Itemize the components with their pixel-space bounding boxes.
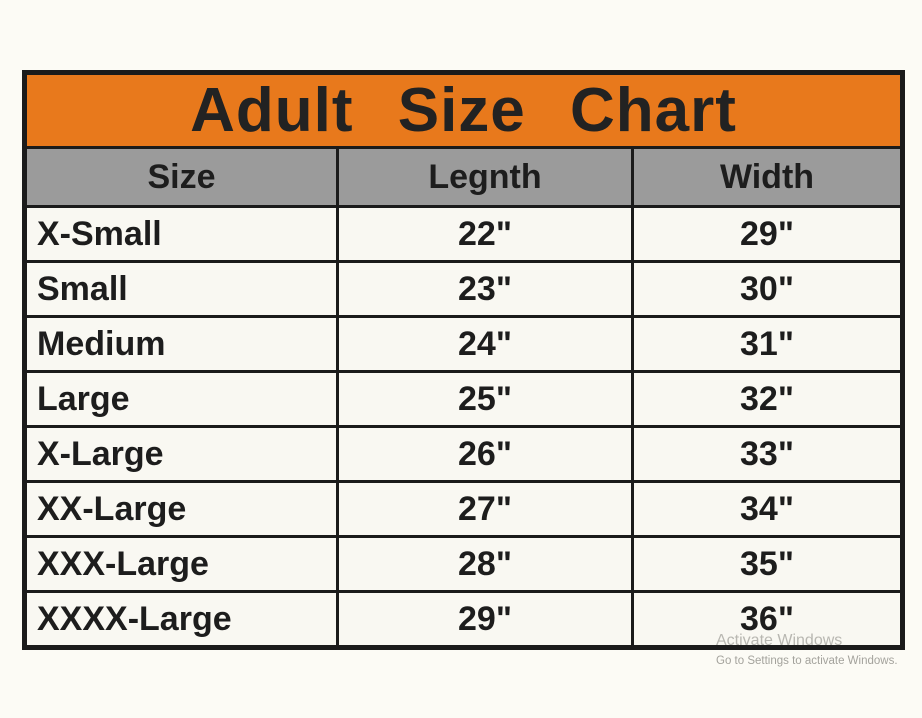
table-row bbox=[25, 592, 903, 648]
size-cell: Large bbox=[25, 372, 338, 427]
table-row bbox=[25, 427, 903, 482]
column-header-length: Legnth bbox=[338, 148, 633, 207]
width-cell: 30" bbox=[633, 262, 903, 317]
width-cell: 31" bbox=[633, 317, 903, 372]
title-row bbox=[25, 73, 903, 148]
size-cell: Small bbox=[25, 262, 338, 317]
adult-size-chart-table bbox=[22, 70, 905, 650]
table-row bbox=[25, 207, 903, 262]
column-header-size: Size bbox=[25, 148, 338, 207]
table-row bbox=[25, 262, 903, 317]
table-row bbox=[25, 482, 903, 537]
table-row bbox=[25, 317, 903, 372]
width-cell: 32" bbox=[633, 372, 903, 427]
width-cell: 34" bbox=[633, 482, 903, 537]
length-cell: 23" bbox=[338, 262, 633, 317]
table-row bbox=[25, 372, 903, 427]
width-cell: 35" bbox=[633, 537, 903, 592]
width-cell: 36" bbox=[633, 592, 903, 648]
column-header-row bbox=[25, 148, 903, 207]
activate-windows-watermark-title: Activate Windows bbox=[716, 632, 843, 649]
length-cell: 28" bbox=[338, 537, 633, 592]
width-cell: 29" bbox=[633, 207, 903, 262]
table-row bbox=[25, 537, 903, 592]
size-cell: X-Large bbox=[25, 427, 338, 482]
length-cell: 22" bbox=[338, 207, 633, 262]
size-cell: Medium bbox=[25, 317, 338, 372]
column-header-width: Width bbox=[633, 148, 903, 207]
size-cell: XXX-Large bbox=[25, 537, 338, 592]
length-cell: 26" bbox=[338, 427, 633, 482]
size-cell: XXXX-Large bbox=[25, 592, 338, 648]
length-cell: 27" bbox=[338, 482, 633, 537]
activate-windows-watermark-subtitle: Go to Settings to activate Windows. bbox=[716, 655, 898, 667]
length-cell: 24" bbox=[338, 317, 633, 372]
size-cell: X-Small bbox=[25, 207, 338, 262]
size-cell: XX-Large bbox=[25, 482, 338, 537]
length-cell: 29" bbox=[338, 592, 633, 648]
length-cell: 25" bbox=[338, 372, 633, 427]
chart-title: Adult Size Chart bbox=[25, 73, 903, 148]
width-cell: 33" bbox=[633, 427, 903, 482]
